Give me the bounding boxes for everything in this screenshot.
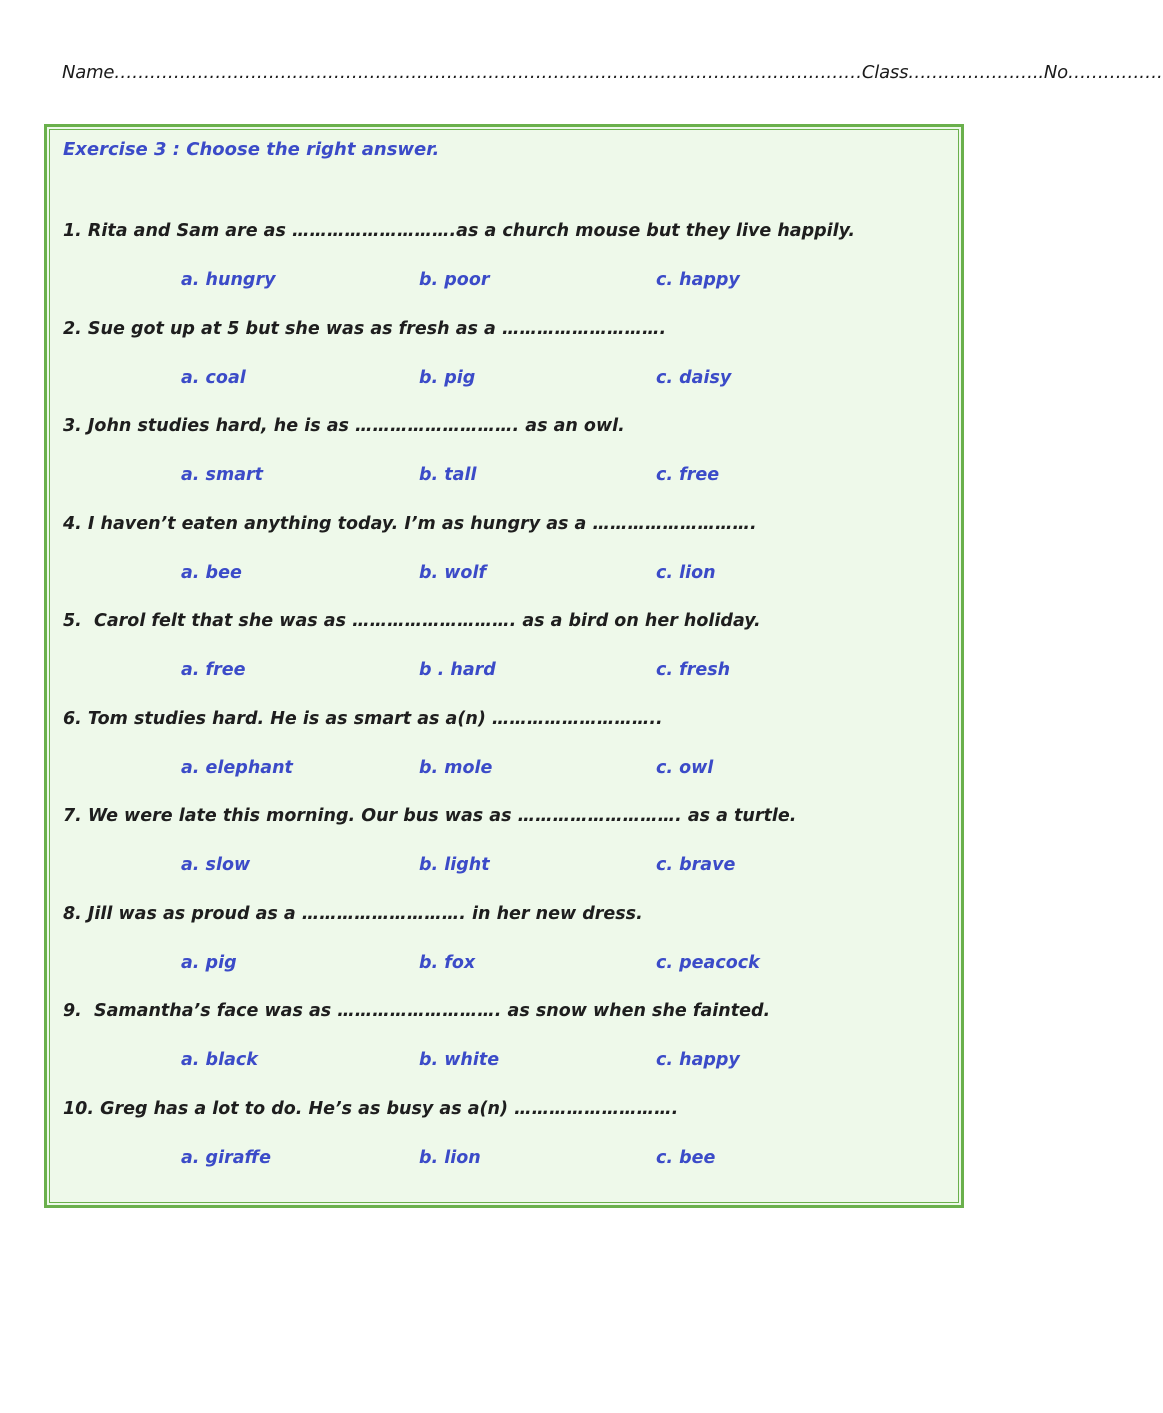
question-9 [63,1001,943,1099]
answer-options [181,270,901,296]
name-class-no-line: Name………………………………………………………………………………………………………………Class…………………..No……………. [62,62,1163,83]
question-8 [63,904,943,1002]
question-2 [63,319,943,417]
option-a[interactable]: a. coal [181,367,246,388]
option-a[interactable]: a. smart [181,465,264,485]
option-c[interactable]: c. owl [656,757,714,778]
question-text: 9. Samantha’s face was as ………………………. as snow when she fainted. [63,1001,771,1021]
option-a[interactable]: a. black [181,1050,258,1070]
option-a[interactable]: a. pig [181,952,237,973]
option-b[interactable]: b. fox [419,952,476,973]
answer-options [181,660,901,686]
question-text: 1. Rita and Sam are as ……………………….as a church mouse but they live happily. [63,221,856,241]
question-text: 3. John studies hard, he is as ………………………. as an owl. [63,416,625,436]
question-1 [63,221,943,319]
question-text: 6. Tom studies hard. He is as smart as a(n) ……………………….. [63,708,663,729]
question-text: 10. Greg has a lot to do. He’s as busy as a(n) ………………………. [63,1098,679,1119]
question-text: 8. Jill was as proud as a ………………………. in her new dress. [63,903,643,924]
question-5 [63,611,943,709]
answer-options [181,1148,901,1174]
option-b[interactable]: b. white [419,1050,500,1070]
answer-options [181,465,901,491]
option-b[interactable]: b. wolf [419,562,487,583]
answer-options [181,855,901,881]
option-a[interactable]: a. slow [181,855,251,875]
question-3 [63,416,943,514]
option-c[interactable]: c. fresh [656,660,731,680]
option-b[interactable]: b. poor [419,270,490,290]
question-6 [63,709,943,807]
option-b[interactable]: b. light [419,855,490,875]
option-b[interactable]: b . hard [419,660,496,680]
option-c[interactable]: c. brave [656,855,736,875]
question-text: 7. We were late this morning. Our bus was as ………………………. as a turtle. [63,806,797,826]
answer-options [181,1050,901,1076]
answer-options [181,953,901,979]
option-c[interactable]: c. happy [656,1050,740,1070]
option-b[interactable]: b. mole [419,757,493,778]
option-a[interactable]: a. giraffe [181,1147,271,1168]
option-c[interactable]: c. peacock [656,952,760,973]
answer-options [181,758,901,784]
option-c[interactable]: c. bee [656,1147,716,1168]
option-c[interactable]: c. happy [656,270,740,290]
option-a[interactable]: a. hungry [181,270,276,290]
option-b[interactable]: b. lion [419,1147,481,1168]
option-c[interactable]: c. lion [656,562,716,583]
exercise-box [44,124,964,1208]
question-list [63,221,943,1196]
question-7 [63,806,943,904]
question-10 [63,1099,943,1197]
question-text: 2. Sue got up at 5 but she was as fresh as a ………………………. [63,318,667,339]
question-4 [63,514,943,612]
question-text: 5. Carol felt that she was as ………………………. as a bird on her holiday. [63,611,761,631]
option-a[interactable]: a. bee [181,562,242,583]
answer-options [181,368,901,394]
option-b[interactable]: b. pig [419,367,476,388]
answer-options [181,563,901,589]
question-text: 4. I haven’t eaten anything today. I’m as hungry as a ………………………. [63,513,757,534]
option-a[interactable]: a. elephant [181,757,293,778]
option-c[interactable]: c. free [656,465,720,485]
option-c[interactable]: c. daisy [656,367,732,388]
option-a[interactable]: a. free [181,660,246,680]
option-b[interactable]: b. tall [419,465,477,485]
exercise-instruction: Exercise 3 : Choose the right answer. [63,139,440,160]
